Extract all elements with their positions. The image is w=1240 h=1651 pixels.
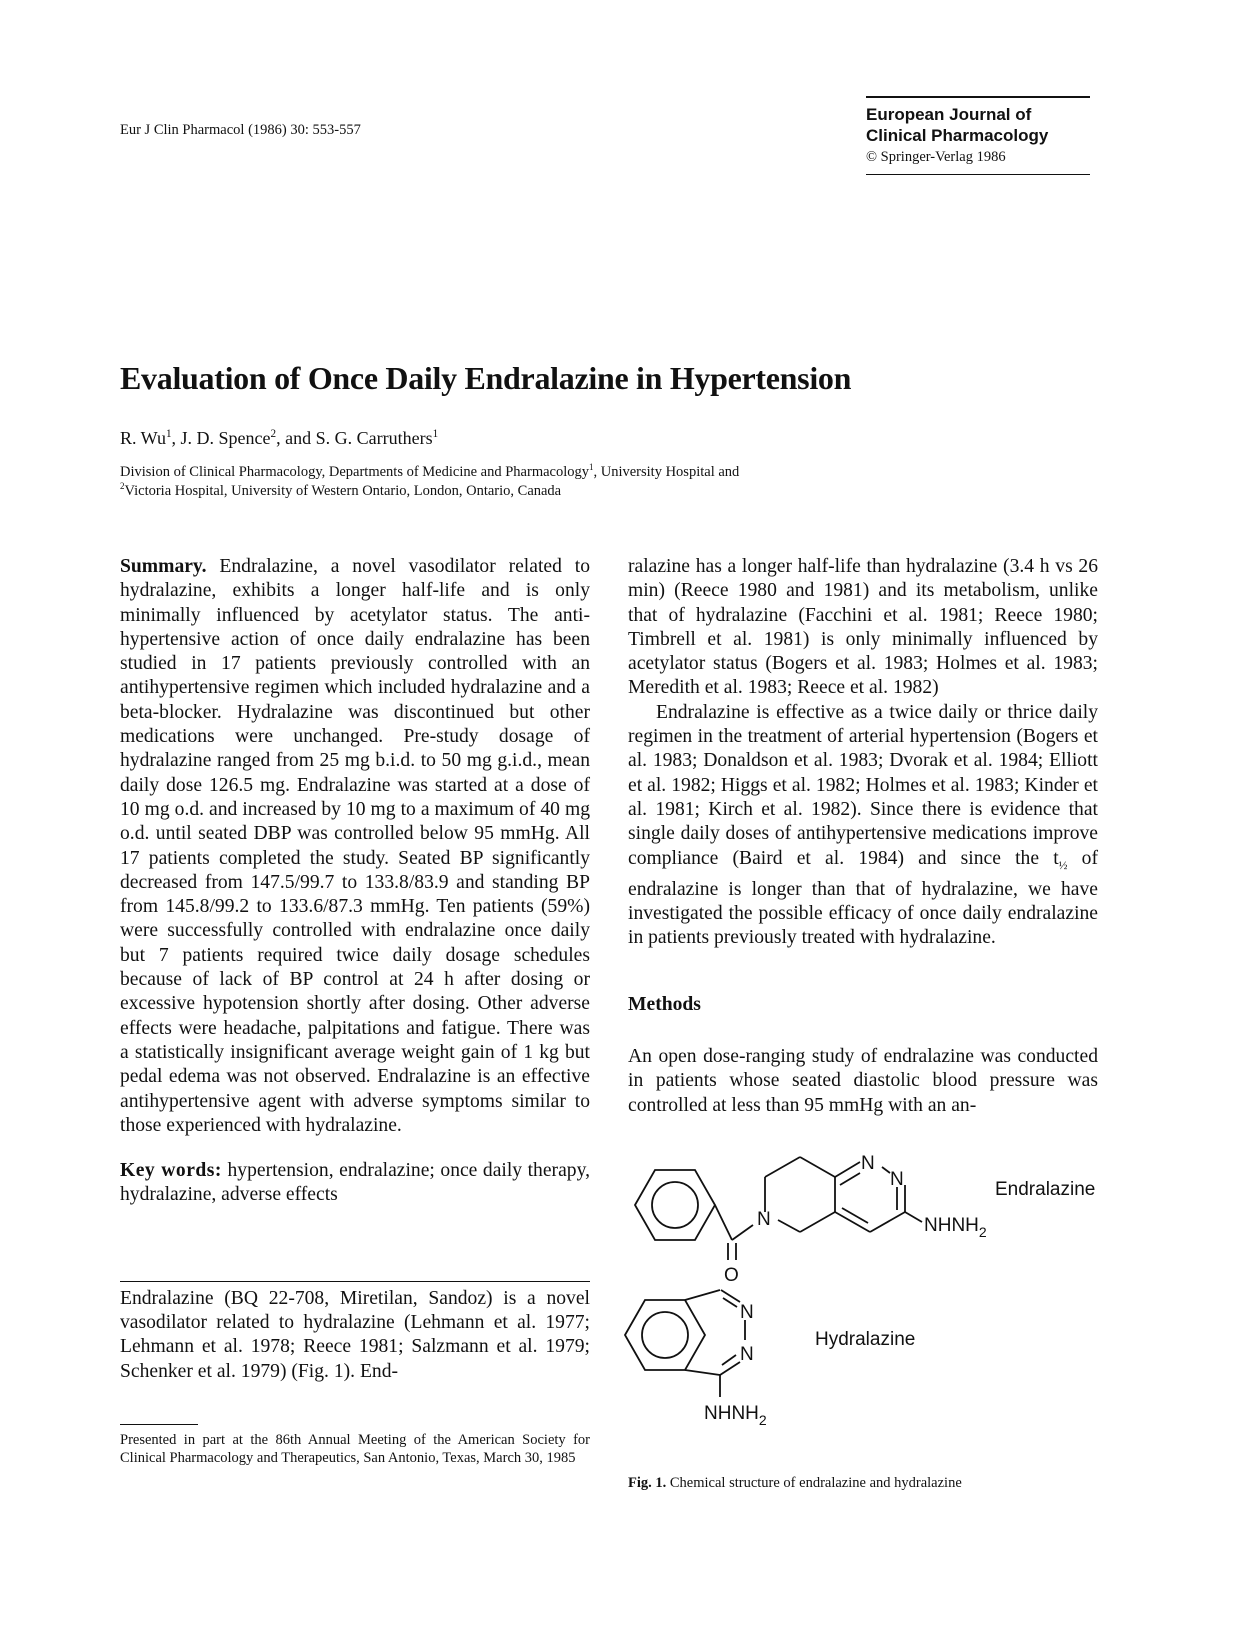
affiliation-text: Victoria Hospital, University of Western Ontario, London, Ontario, Canada bbox=[124, 483, 562, 499]
journal-masthead bbox=[866, 96, 1090, 175]
figure-caption-text: Chemical structure of endralazine and hydralazine bbox=[666, 1475, 962, 1491]
summary-label: Summary. bbox=[120, 556, 207, 577]
affiliation-text: Division of Clinical Pharmacology, Departments of Medicine and Pharmacology bbox=[120, 464, 589, 480]
author-affiliation-mark: 2 bbox=[270, 428, 277, 440]
journal-name bbox=[866, 104, 1090, 146]
bond-line bbox=[842, 1208, 868, 1223]
bond-line bbox=[685, 1370, 720, 1375]
methods-heading: Methods bbox=[628, 993, 701, 1015]
footnote: Presented in part at the 86th Annual Meeting of the American Society for Clinical Pharmacology and Therapeutics, San Antonio, Texas, March 30, 1985 bbox=[120, 1432, 590, 1466]
keywords-text: hypertension, endralazine; once daily therapy, hydralazine, adverse effects bbox=[120, 1160, 590, 1206]
rationale-text: Endralazine is effective as a twice daily or thrice daily regimen in the treatment of arterial hypertension (Bogers et al. 1983; Donaldson et al. 1983; Dvorak et al. 1984; Elliott et al. 1982; Higgs et al. 1982; Holmes et al. 1983; Kinder et al. 1981; Kirch et al. 1982). Since there is evidence that single daily doses of antihypertensive medications improve compliance (Baird et al. 1984) and since the t bbox=[628, 701, 1098, 869]
atom-label: N bbox=[861, 1153, 875, 1174]
author-list bbox=[120, 428, 438, 449]
hydralazine-label: Hydralazine bbox=[815, 1329, 916, 1350]
left-column bbox=[120, 555, 590, 1384]
endralazine-label: Endralazine bbox=[995, 1179, 1096, 1200]
chemical-structure-figure bbox=[620, 1153, 1096, 1440]
atom-label: N bbox=[890, 1169, 904, 1190]
rationale-text: of endralazine is longer than that of hydralazine, we have investigated the possible efficacy of once daily endralazine in patients previously treated with hydralazine. bbox=[628, 847, 1098, 949]
journal-name-line2: Clinical Pharmacology bbox=[866, 125, 1049, 145]
bond-line bbox=[778, 1220, 800, 1232]
article-title: Evaluation of Once Daily Endralazine in Hypertension bbox=[120, 360, 852, 396]
affiliation-text: , University Hospital and bbox=[593, 464, 740, 480]
bond-line bbox=[800, 1212, 835, 1232]
copyright-notice: © Springer-Verlag 1986 bbox=[866, 148, 1006, 165]
atom-label: N bbox=[757, 1209, 771, 1230]
intro-paragraph: Endralazine (BQ 22-708, Miretilan, Sandoz) is a novel vasodilator related to hydralazine (Lehmann et al. 1977; Lehmann et al. 1978; Reece 1981; Salzmann et al. 1979; Schenker et al. 1979) (Fig. 1). End- bbox=[120, 1287, 590, 1382]
journal-citation: Eur J Clin Pharmacol (1986) 30: 553-557 bbox=[120, 122, 361, 138]
bond-line bbox=[722, 1355, 736, 1365]
atom-label: N bbox=[740, 1344, 754, 1365]
endralazine-aromatic-circle bbox=[652, 1182, 698, 1228]
figure-caption bbox=[628, 1475, 962, 1492]
footnote-rule bbox=[120, 1424, 198, 1425]
author-name: J. D. Spence bbox=[180, 428, 271, 448]
section-divider bbox=[120, 1281, 590, 1282]
hydralazine-benzene-ring bbox=[625, 1300, 705, 1370]
author-separator: , and bbox=[276, 428, 316, 448]
author-affiliation-mark: 1 bbox=[165, 428, 172, 440]
bond-line bbox=[721, 1290, 740, 1302]
rationale-paragraph bbox=[628, 701, 1098, 951]
endralazine-structure bbox=[635, 1157, 922, 1260]
bond-line bbox=[685, 1290, 720, 1300]
hydralazine-structure bbox=[625, 1290, 745, 1397]
figure-caption-label: Fig. 1. bbox=[628, 1475, 667, 1491]
bond-line bbox=[765, 1157, 800, 1177]
bond-line bbox=[840, 1173, 860, 1185]
bond-line bbox=[882, 1167, 890, 1173]
endralazine-benzene-ring bbox=[635, 1170, 715, 1240]
atom-label: N bbox=[740, 1302, 754, 1323]
bond-line bbox=[870, 1212, 905, 1232]
masthead-top-rule bbox=[866, 96, 1090, 98]
bond-line bbox=[905, 1212, 922, 1222]
affiliation-mark: 1 bbox=[589, 462, 594, 473]
affiliation-mark: 2 bbox=[120, 481, 125, 492]
hydralazine-aromatic-circle bbox=[642, 1312, 688, 1358]
substituent-label: $NHNH_2$ bbox=[924, 1215, 987, 1240]
right-column bbox=[628, 555, 1098, 1118]
author-name: R. Wu bbox=[120, 428, 166, 448]
bond-line bbox=[715, 1205, 732, 1240]
substituent-label: $NHNH_2$ bbox=[704, 1403, 767, 1428]
affiliations bbox=[120, 463, 739, 501]
masthead-bottom-rule bbox=[866, 174, 1090, 176]
affiliation-line-1 bbox=[120, 463, 739, 482]
keywords-paragraph bbox=[120, 1159, 590, 1208]
endralazine-labels bbox=[724, 1153, 1095, 1286]
bond-line bbox=[732, 1225, 753, 1240]
half-life-subscript: ½ bbox=[1058, 858, 1068, 872]
keywords-label: Key words: bbox=[120, 1160, 222, 1182]
author-affiliation-mark: 1 bbox=[432, 428, 439, 440]
methods-paragraph: An open dose-ranging study of endralazine was conducted in patients whose seated diastolic blood pressure was controlled at less than 95 mmHg with an an- bbox=[628, 1045, 1098, 1116]
intro-continued-paragraph: ralazine has a longer half-life than hydralazine (3.4 h vs 26 min) (Reece 1980 and 1981) and its metabolism, unlike that of hydralazine (Facchini et al. 1981; Reece 1980; Timbrell et al. 1981) is only minimally influenced by acetylator status (Bogers et al. 1983; Holmes et al. 1983; Meredith et al. 1983; Reece et al. 1982) bbox=[628, 556, 1098, 699]
journal-name-line1: European Journal of bbox=[866, 104, 1032, 124]
author-name: S. G. Carruthers bbox=[315, 428, 433, 448]
author-separator: , bbox=[171, 428, 181, 448]
summary-text: Endralazine, a novel vasodilator related to hydralazine, exhibits a longer half-life and is only minimally influenced by acetylator status. The anti-hypertensive action of once daily endralazine has been studied in 17 patients previously controlled with an antihypertensive regimen which included hydralazine and a beta-blocker. Hydralazine was discontinued but other medications were unchanged. Pre-study dosage of hydralazine ranged from 25 mg b.i.d. to 50 mg g.i.d., mean daily dose 126.5 mg. Endralazine was started at a dose of 10 mg o.d. and increased by 10 mg to a maximum of 40 mg o.d. until seated DBP was controlled below 95 mmHg. All 17 patients completed the study. Seated BP significantly decreased from 147.5/99.7 to 133.8/83.9 and standing BP from 145.8/99.2 to 133.6/87.3 mmHg. Ten patients (59%) were successfully controlled with endralazine once daily but 7 patients required twice daily dosage schedules because of lack of BP control at 24 h after dosing or excessive hypotension shortly after dosing. Other adverse effects were headache, palpitations and fatigue. There was a statistically insignificant average weight gain of 1 kg but pedal edema was not observed. Endralazine is an effective antihypertensive agent with adverse symptoms similar to those experienced with hydralazine. bbox=[120, 556, 590, 1136]
summary-paragraph bbox=[120, 555, 590, 1138]
affiliation-line-2 bbox=[120, 482, 739, 501]
bond-line bbox=[800, 1157, 835, 1177]
atom-label: O bbox=[724, 1265, 739, 1286]
